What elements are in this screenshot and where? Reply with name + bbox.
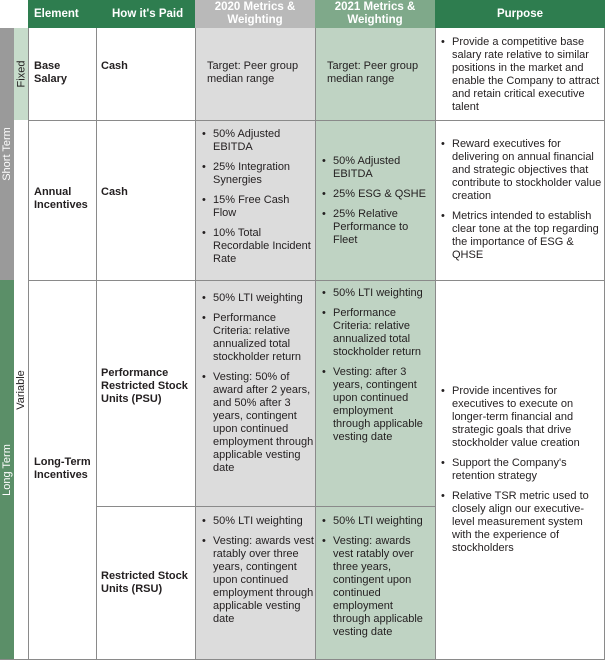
how-paid-rsu: Restricted Stock Units (RSU) <box>101 570 188 595</box>
how-paid-psu: Performance Restricted Stock Units (PSU) <box>101 367 188 405</box>
rsu-2020 <box>202 515 314 633</box>
band-fixed: Fixed <box>14 28 28 120</box>
divider <box>315 28 316 660</box>
ltv-purpose <box>441 385 603 562</box>
list-item: • 25% Integration Synergies <box>202 161 314 187</box>
divider <box>28 120 605 121</box>
divider <box>96 28 97 660</box>
element-base-salary: Base Salary <box>34 60 68 85</box>
list-item: • Provide incentives for executives to execute on longer-term financial and strategic goals that drive stockholder value creation <box>441 385 603 450</box>
list-item: • Performance Criteria: relative annualized total stockholder return <box>202 312 314 364</box>
divider <box>435 28 436 660</box>
list-item: • Metrics intended to establish clear tone at the top regarding the importance of ESG & QHSE <box>441 210 603 262</box>
how-paid-base: Cash <box>101 60 128 72</box>
base-purpose <box>441 36 603 121</box>
list-item: • Performance Criteria: relative annualized total stockholder return <box>322 307 432 359</box>
rsu-2021 <box>322 515 432 646</box>
list-item: • Vesting: awards vest ratably over three years, contingent upon continued employment through applicable vesting date <box>322 535 432 639</box>
divider <box>96 506 435 507</box>
list-item: • 25% ESG & QSHE <box>322 188 432 201</box>
element-annual-incentives: Annual Incentives <box>34 186 88 211</box>
list-item: • Vesting: after 3 years, contingent upon continued employment through applicable vesting date <box>322 366 432 444</box>
psu-2020 <box>202 292 314 482</box>
list-item: • Reward executives for delivering on annual financial and strategic objectives that contribute to stockholder value creation <box>441 138 603 203</box>
divider <box>28 280 605 281</box>
element-long-term-incentives: Long-Term Incentives <box>34 456 91 481</box>
header-2021: 2021 Metrics & Weighting <box>315 0 435 28</box>
list-item: • Vesting: awards vest ratably over three years, contingent upon continued employment through applicable vesting date <box>202 535 314 626</box>
list-item: • 25% Relative Performance to Fleet <box>322 208 432 247</box>
header-blank <box>0 0 28 28</box>
list-item: • Support the Company's retention strategy <box>441 457 603 483</box>
list-item: • 10% Total Recordable Incident Rate <box>202 227 314 266</box>
annual-2021 <box>322 155 432 254</box>
how-paid-annual: Cash <box>101 186 128 198</box>
list-item: • 50% LTI weighting <box>322 515 432 528</box>
list-item: • 50% Adjusted EBITDA <box>322 155 432 181</box>
list-item: • Vesting: 50% of award after 2 years, and 50% after 3 years, contingent upon continued employment through applicable vesting date <box>202 371 314 475</box>
list-item: • 50% Adjusted EBITDA <box>202 128 314 154</box>
header-element: Element <box>28 0 96 28</box>
band-variable: Variable <box>14 120 28 660</box>
divider <box>28 28 29 660</box>
list-item: • 50% LTI weighting <box>322 287 432 300</box>
divider <box>195 28 196 660</box>
list-item: • Relative TSR metric used to closely align our executive-level measurement system with the experience of stockholders <box>441 490 603 555</box>
base-2021: Target: Peer group median range <box>327 60 419 85</box>
header-how-paid: How it's Paid <box>96 0 195 28</box>
psu-2021 <box>322 287 432 451</box>
list-item: • 50% LTI weighting <box>202 515 314 528</box>
list-item: • 15% Free Cash Flow <box>202 194 314 220</box>
band-long-term: Long Term <box>0 280 14 660</box>
list-item: • Provide a competitive base salary rate relative to similar positions in the market and enable the Company to attract and retain critical executive talent <box>441 36 603 114</box>
header-purpose: Purpose <box>435 0 605 28</box>
annual-purpose <box>441 138 603 269</box>
header-2020: 2020 Metrics & Weighting <box>195 0 315 28</box>
annual-2020 <box>202 128 314 273</box>
band-short-term: Short Term <box>0 28 14 280</box>
list-item: • 50% LTI weighting <box>202 292 314 305</box>
base-2020: Target: Peer group median range <box>207 60 299 85</box>
